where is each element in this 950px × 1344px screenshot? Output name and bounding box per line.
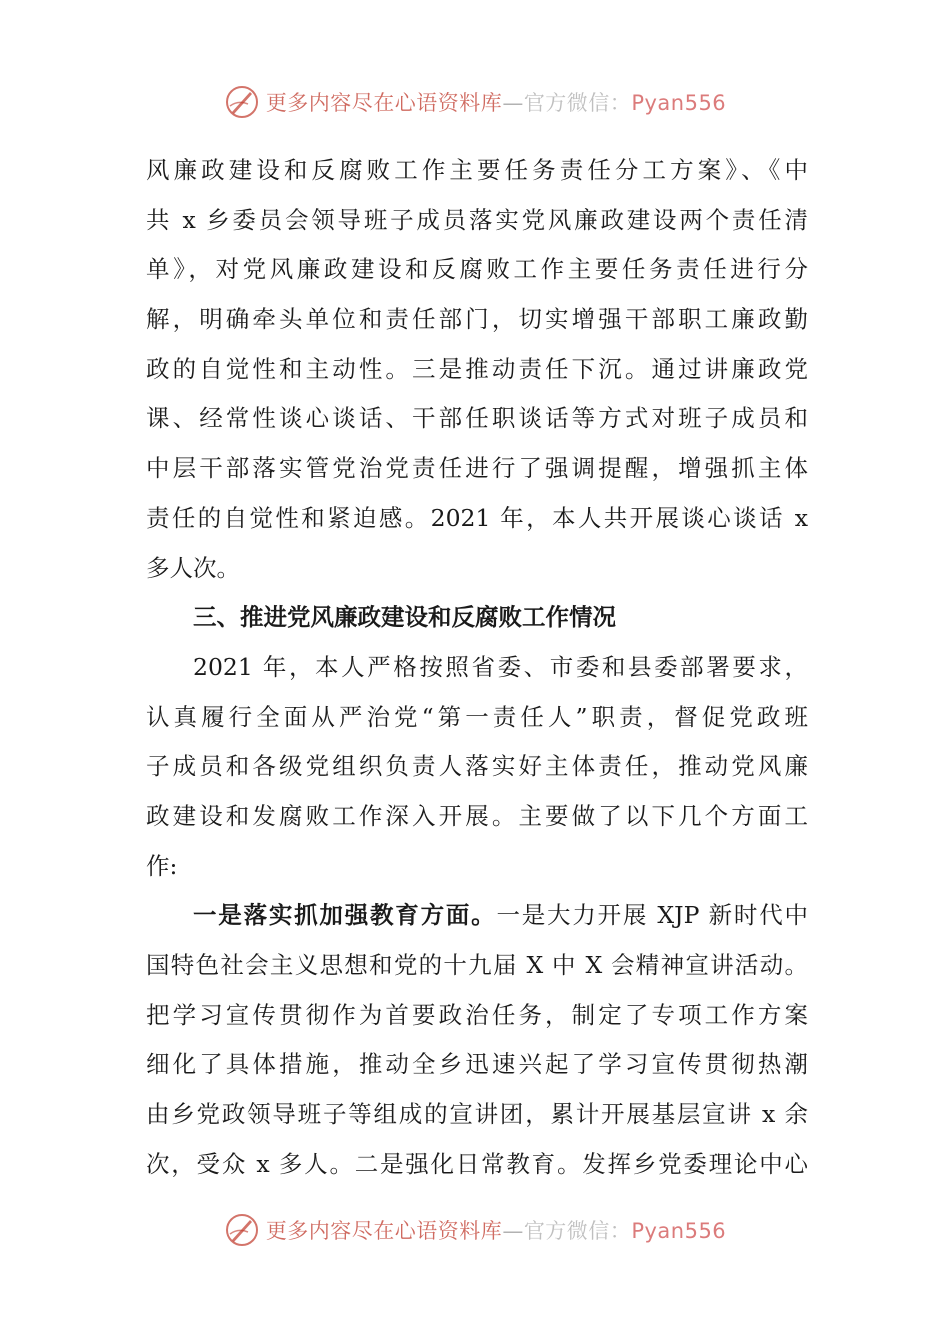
watermark-text: 更多内容尽在心语资料库—官方微信：Pyan556 [265,1219,727,1243]
text-line: 作: [146,851,178,880]
text-line: 把学习宣传贯彻作为首要政治任务，制定了专项工作方案 [146,1000,808,1029]
watermark-banner-bottom [0,1210,950,1250]
quill-logo-icon [224,1212,260,1248]
text-line: 国特色社会主义思想和党的十九届 X 中 X 会精神宣讲活动。 [146,951,808,979]
quill-logo-icon [224,84,260,120]
text-line: 政建设和发腐败工作深入开展。主要做了以下几个方面工 [146,801,808,830]
text-line: 解，明确牵头单位和责任部门，切实增强干部职工廉政勤 [146,305,808,334]
watermark-text: 更多内容尽在心语资料库—官方微信：Pyan556 [265,91,727,115]
text-line: 单》，对党风廉政建设和反腐败工作主要任务责任进行分 [146,255,808,284]
text-line: 共 x 乡委员会领导班子成员落实党风廉政建设两个责任清 [146,205,808,234]
paragraph-lead: 一是落实抓加强教育方面。 [193,901,497,930]
text-span: 一是大力开展 XJP 新时代中 [496,901,809,930]
text-line: 2021 年，本人严格按照省委、市委和县委部署要求， [193,652,808,681]
text-line [146,891,808,941]
text-line: 课、经常性谈心谈话、干部任职谈话等方式对班子成员和 [146,404,808,433]
watermark-banner-top [0,82,950,122]
text-line: 认真履行全面从严治党“第一责任人”职责，督促党政班 [146,702,808,731]
text-line: 责任的自觉性和紧迫感。2021 年，本人共开展谈心谈话 x [146,503,808,532]
text-line: 中层干部落实管党治党责任进行了强调提醒，增强抓主体 [146,454,808,483]
text-line: 政的自觉性和主动性。三是推动责任下沉。通过讲廉政党 [146,354,808,383]
text-line: 由乡党政领导班子等组成的宣讲团，累计开展基层宣讲 x 余 [146,1100,808,1129]
document-body [146,146,808,1189]
section-heading: 三、推进党风廉政建设和反腐败工作情况 [193,603,616,632]
text-line: 子成员和各级党组织负责人落实好主体责任，推动党风廉 [146,752,808,781]
text-line: 细化了具体措施，推动全乡迅速兴起了学习宣传贯彻热潮 [146,1050,808,1079]
text-line: 多人次。 [146,553,240,582]
text-line: 次，受众 x 多人。二是强化日常教育。发挥乡党委理论中心 [146,1149,808,1178]
text-line: 风廉政建设和反腐败工作主要任务责任分工方案》、《中 [146,156,808,184]
